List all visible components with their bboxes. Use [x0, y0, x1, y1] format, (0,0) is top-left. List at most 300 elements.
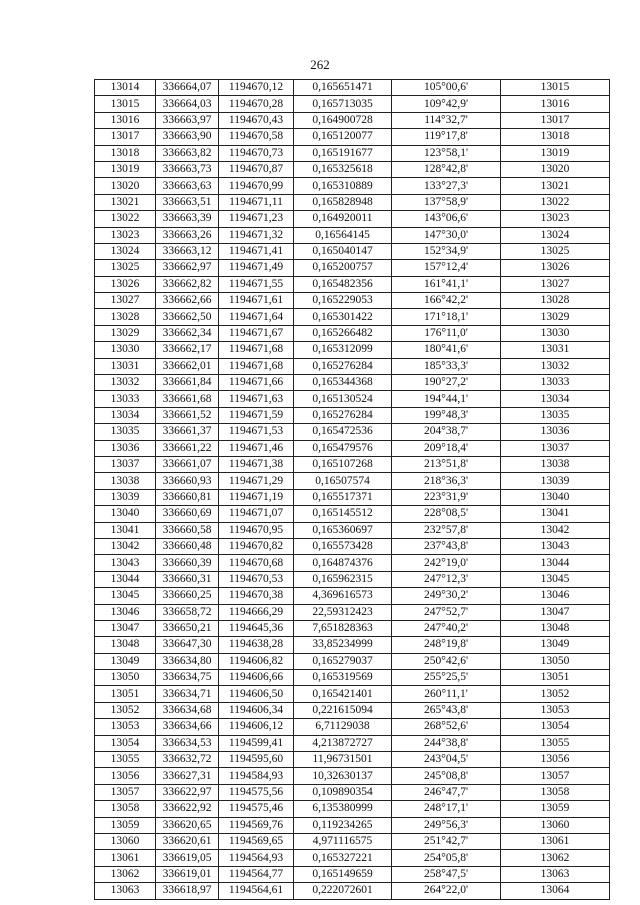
y-coordinate-cell: 1194670,87: [219, 161, 294, 177]
distance-cell: 0,165276284: [294, 407, 392, 423]
bearing-cell: 157°12,4': [392, 260, 501, 276]
table-row: [95, 752, 610, 768]
bearing-cell: 137°58,9': [392, 194, 501, 210]
y-coordinate-cell: 1194671,32: [219, 227, 294, 243]
table-row: [95, 342, 610, 358]
x-coordinate-cell: 336627,31: [156, 768, 219, 784]
next-point-cell: 13025: [501, 243, 610, 259]
y-coordinate-cell: 1194606,34: [219, 702, 294, 718]
distance-cell: 0,165145512: [294, 506, 392, 522]
bearing-cell: 255°25,5': [392, 670, 501, 686]
x-coordinate-cell: 336662,34: [156, 325, 219, 341]
next-point-cell: 13050: [501, 653, 610, 669]
x-coordinate-cell: 336660,81: [156, 489, 219, 505]
y-coordinate-cell: 1194569,76: [219, 817, 294, 833]
x-coordinate-cell: 336634,66: [156, 719, 219, 735]
y-coordinate-cell: 1194670,82: [219, 538, 294, 554]
distance-cell: 0,165191677: [294, 145, 392, 161]
y-coordinate-cell: 1194606,66: [219, 670, 294, 686]
point-number-cell: 13034: [95, 407, 156, 423]
bearing-cell: 185°33,3': [392, 358, 501, 374]
table-row: [95, 178, 610, 194]
x-coordinate-cell: 336634,80: [156, 653, 219, 669]
bearing-cell: 128°42,8': [392, 161, 501, 177]
table-row: [95, 866, 610, 882]
table-row: [95, 227, 610, 243]
y-coordinate-cell: 1194595,60: [219, 752, 294, 768]
next-point-cell: 13028: [501, 293, 610, 309]
distance-cell: 0,165149659: [294, 866, 392, 882]
distance-cell: 11,96731501: [294, 752, 392, 768]
next-point-cell: 13034: [501, 391, 610, 407]
y-coordinate-cell: 1194670,73: [219, 145, 294, 161]
table-row: [95, 456, 610, 472]
next-point-cell: 13052: [501, 686, 610, 702]
table-row: [95, 211, 610, 227]
table-row: [95, 161, 610, 177]
x-coordinate-cell: 336662,66: [156, 293, 219, 309]
point-number-cell: 13053: [95, 719, 156, 735]
point-number-cell: 13063: [95, 883, 156, 899]
bearing-cell: 264°22,0': [392, 883, 501, 899]
next-point-cell: 13035: [501, 407, 610, 423]
bearing-cell: 246°47,7': [392, 784, 501, 800]
x-coordinate-cell: 336661,22: [156, 440, 219, 456]
distance-cell: 0,222072601: [294, 883, 392, 899]
point-number-cell: 13032: [95, 375, 156, 391]
x-coordinate-cell: 336622,97: [156, 784, 219, 800]
y-coordinate-cell: 1194584,93: [219, 768, 294, 784]
bearing-cell: 242°19,0': [392, 555, 501, 571]
next-point-cell: 13061: [501, 833, 610, 849]
x-coordinate-cell: 336622,92: [156, 801, 219, 817]
table-row: [95, 293, 610, 309]
next-point-cell: 13024: [501, 227, 610, 243]
point-number-cell: 13018: [95, 145, 156, 161]
bearing-cell: 249°30,2': [392, 588, 501, 604]
table-row: [95, 538, 610, 554]
next-point-cell: 13039: [501, 473, 610, 489]
y-coordinate-cell: 1194671,63: [219, 391, 294, 407]
y-coordinate-cell: 1194670,12: [219, 80, 294, 96]
point-number-cell: 13026: [95, 276, 156, 292]
bearing-cell: 244°38,8': [392, 735, 501, 751]
point-number-cell: 13044: [95, 571, 156, 587]
y-coordinate-cell: 1194671,64: [219, 309, 294, 325]
x-coordinate-cell: 336619,01: [156, 866, 219, 882]
x-coordinate-cell: 336662,17: [156, 342, 219, 358]
point-number-cell: 13016: [95, 112, 156, 128]
bearing-cell: 105°00,6': [392, 80, 501, 96]
bearing-cell: 260°11,1': [392, 686, 501, 702]
bearing-cell: 123°58,1': [392, 145, 501, 161]
distance-cell: 0,165120077: [294, 129, 392, 145]
next-point-cell: 13042: [501, 522, 610, 538]
y-coordinate-cell: 1194575,46: [219, 801, 294, 817]
distance-cell: 0,165517371: [294, 489, 392, 505]
y-coordinate-cell: 1194671,29: [219, 473, 294, 489]
x-coordinate-cell: 336662,50: [156, 309, 219, 325]
point-number-cell: 13048: [95, 637, 156, 653]
next-point-cell: 13019: [501, 145, 610, 161]
next-point-cell: 13018: [501, 129, 610, 145]
distance-cell: 0,165040147: [294, 243, 392, 259]
next-point-cell: 13043: [501, 538, 610, 554]
next-point-cell: 13032: [501, 358, 610, 374]
bearing-cell: 190°27,2': [392, 375, 501, 391]
y-coordinate-cell: 1194670,28: [219, 96, 294, 112]
distance-cell: 4,369616573: [294, 588, 392, 604]
coordinates-table-body: [95, 80, 610, 900]
bearing-cell: 237°43,8': [392, 538, 501, 554]
table-row: [95, 243, 610, 259]
next-point-cell: 13046: [501, 588, 610, 604]
point-number-cell: 13041: [95, 522, 156, 538]
x-coordinate-cell: 336663,39: [156, 211, 219, 227]
next-point-cell: 13021: [501, 178, 610, 194]
point-number-cell: 13056: [95, 768, 156, 784]
x-coordinate-cell: 336620,61: [156, 833, 219, 849]
table-row: [95, 768, 610, 784]
table-row: [95, 522, 610, 538]
y-coordinate-cell: 1194645,36: [219, 620, 294, 636]
x-coordinate-cell: 336661,68: [156, 391, 219, 407]
next-point-cell: 13056: [501, 752, 610, 768]
point-number-cell: 13031: [95, 358, 156, 374]
bearing-cell: 243°04,5': [392, 752, 501, 768]
next-point-cell: 13041: [501, 506, 610, 522]
y-coordinate-cell: 1194670,58: [219, 129, 294, 145]
distance-cell: 6,71129038: [294, 719, 392, 735]
point-number-cell: 13029: [95, 325, 156, 341]
next-point-cell: 13026: [501, 260, 610, 276]
page-number: 262: [310, 57, 330, 72]
y-coordinate-cell: 1194671,46: [219, 440, 294, 456]
next-point-cell: 13059: [501, 801, 610, 817]
distance-cell: 0,221615094: [294, 702, 392, 718]
table-row: [95, 702, 610, 718]
point-number-cell: 13050: [95, 670, 156, 686]
x-coordinate-cell: 336634,68: [156, 702, 219, 718]
x-coordinate-cell: 336663,97: [156, 112, 219, 128]
next-point-cell: 13040: [501, 489, 610, 505]
y-coordinate-cell: 1194606,12: [219, 719, 294, 735]
next-point-cell: 13016: [501, 96, 610, 112]
distance-cell: 7,651828363: [294, 620, 392, 636]
next-point-cell: 13023: [501, 211, 610, 227]
x-coordinate-cell: 336660,39: [156, 555, 219, 571]
point-number-cell: 13043: [95, 555, 156, 571]
next-point-cell: 13017: [501, 112, 610, 128]
next-point-cell: 13058: [501, 784, 610, 800]
x-coordinate-cell: 336619,05: [156, 850, 219, 866]
point-number-cell: 13051: [95, 686, 156, 702]
bearing-cell: 218°36,3': [392, 473, 501, 489]
next-point-cell: 13037: [501, 440, 610, 456]
point-number-cell: 13060: [95, 833, 156, 849]
table-row: [95, 588, 610, 604]
point-number-cell: 13017: [95, 129, 156, 145]
bearing-cell: 248°19,8': [392, 637, 501, 653]
y-coordinate-cell: 1194671,23: [219, 211, 294, 227]
point-number-cell: 13021: [95, 194, 156, 210]
y-coordinate-cell: 1194670,68: [219, 555, 294, 571]
x-coordinate-cell: 336634,71: [156, 686, 219, 702]
distance-cell: 0,165479576: [294, 440, 392, 456]
x-coordinate-cell: 336662,97: [156, 260, 219, 276]
distance-cell: 0,165421401: [294, 686, 392, 702]
distance-cell: 0,164920011: [294, 211, 392, 227]
y-coordinate-cell: 1194671,66: [219, 375, 294, 391]
bearing-cell: 258°47,5': [392, 866, 501, 882]
bearing-cell: 223°31,9': [392, 489, 501, 505]
table-row: [95, 440, 610, 456]
point-number-cell: 13024: [95, 243, 156, 259]
distance-cell: 0,165573428: [294, 538, 392, 554]
distance-cell: 0,165130524: [294, 391, 392, 407]
y-coordinate-cell: 1194671,11: [219, 194, 294, 210]
table-row: [95, 555, 610, 571]
bearing-cell: 109°42,9': [392, 96, 501, 112]
x-coordinate-cell: 336662,01: [156, 358, 219, 374]
y-coordinate-cell: 1194569,65: [219, 833, 294, 849]
table-row: [95, 424, 610, 440]
point-number-cell: 13033: [95, 391, 156, 407]
point-number-cell: 13055: [95, 752, 156, 768]
table-row: [95, 309, 610, 325]
distance-cell: 0,119234265: [294, 817, 392, 833]
y-coordinate-cell: 1194670,95: [219, 522, 294, 538]
point-number-cell: 13020: [95, 178, 156, 194]
bearing-cell: 250°42,6': [392, 653, 501, 669]
table-row: [95, 833, 610, 849]
next-point-cell: 13053: [501, 702, 610, 718]
y-coordinate-cell: 1194606,50: [219, 686, 294, 702]
point-number-cell: 13019: [95, 161, 156, 177]
next-point-cell: 13064: [501, 883, 610, 899]
table-row: [95, 194, 610, 210]
distance-cell: 4,971116575: [294, 833, 392, 849]
point-number-cell: 13040: [95, 506, 156, 522]
next-point-cell: 13031: [501, 342, 610, 358]
y-coordinate-cell: 1194671,59: [219, 407, 294, 423]
next-point-cell: 13027: [501, 276, 610, 292]
table-row: [95, 850, 610, 866]
y-coordinate-cell: 1194606,82: [219, 653, 294, 669]
distance-cell: 0,165962315: [294, 571, 392, 587]
table-row: [95, 620, 610, 636]
bearing-cell: 176°11,0': [392, 325, 501, 341]
distance-cell: 0,165310889: [294, 178, 392, 194]
table-row: [95, 883, 610, 899]
distance-cell: 0,16564145: [294, 227, 392, 243]
x-coordinate-cell: 336618,97: [156, 883, 219, 899]
y-coordinate-cell: 1194575,56: [219, 784, 294, 800]
x-coordinate-cell: 336660,93: [156, 473, 219, 489]
bearing-cell: 180°41,6': [392, 342, 501, 358]
x-coordinate-cell: 336663,51: [156, 194, 219, 210]
bearing-cell: 171°18,1': [392, 309, 501, 325]
point-number-cell: 13038: [95, 473, 156, 489]
bearing-cell: 245°08,8': [392, 768, 501, 784]
distance-cell: 6,135380999: [294, 801, 392, 817]
y-coordinate-cell: 1194670,43: [219, 112, 294, 128]
table-row: [95, 719, 610, 735]
point-number-cell: 13046: [95, 604, 156, 620]
x-coordinate-cell: 336660,58: [156, 522, 219, 538]
y-coordinate-cell: 1194671,49: [219, 260, 294, 276]
bearing-cell: 248°17,1': [392, 801, 501, 817]
x-coordinate-cell: 336634,53: [156, 735, 219, 751]
distance-cell: 0,165713035: [294, 96, 392, 112]
table-row: [95, 325, 610, 341]
y-coordinate-cell: 1194671,68: [219, 342, 294, 358]
y-coordinate-cell: 1194671,67: [219, 325, 294, 341]
distance-cell: 0,165301422: [294, 309, 392, 325]
point-number-cell: 13036: [95, 440, 156, 456]
point-number-cell: 13042: [95, 538, 156, 554]
next-point-cell: 13048: [501, 620, 610, 636]
x-coordinate-cell: 336663,63: [156, 178, 219, 194]
table-row: [95, 260, 610, 276]
y-coordinate-cell: 1194564,61: [219, 883, 294, 899]
x-coordinate-cell: 336647,30: [156, 637, 219, 653]
distance-cell: 0,165360697: [294, 522, 392, 538]
y-coordinate-cell: 1194671,68: [219, 358, 294, 374]
next-point-cell: 13029: [501, 309, 610, 325]
x-coordinate-cell: 336660,48: [156, 538, 219, 554]
y-coordinate-cell: 1194670,38: [219, 588, 294, 604]
next-point-cell: 13033: [501, 375, 610, 391]
table-row: [95, 817, 610, 833]
bearing-cell: 228°08,5': [392, 506, 501, 522]
bearing-cell: 114°32,7': [392, 112, 501, 128]
y-coordinate-cell: 1194671,19: [219, 489, 294, 505]
distance-cell: 33,85234999: [294, 637, 392, 653]
distance-cell: 0,165276284: [294, 358, 392, 374]
distance-cell: 0,165651471: [294, 80, 392, 96]
bearing-cell: 133°27,3': [392, 178, 501, 194]
x-coordinate-cell: 336663,73: [156, 161, 219, 177]
bearing-cell: 119°17,8': [392, 129, 501, 145]
x-coordinate-cell: 336658,72: [156, 604, 219, 620]
y-coordinate-cell: 1194564,77: [219, 866, 294, 882]
next-point-cell: 13063: [501, 866, 610, 882]
distance-cell: 0,165279037: [294, 653, 392, 669]
bearing-cell: 152°34,9': [392, 243, 501, 259]
table-row: [95, 604, 610, 620]
table-row: [95, 358, 610, 374]
table-row: [95, 112, 610, 128]
table-row: [95, 375, 610, 391]
table-row: [95, 784, 610, 800]
x-coordinate-cell: 336660,25: [156, 588, 219, 604]
point-number-cell: 13022: [95, 211, 156, 227]
point-number-cell: 13045: [95, 588, 156, 604]
y-coordinate-cell: 1194671,61: [219, 293, 294, 309]
point-number-cell: 13057: [95, 784, 156, 800]
bearing-cell: 247°52,7': [392, 604, 501, 620]
y-coordinate-cell: 1194599,41: [219, 735, 294, 751]
point-number-cell: 13054: [95, 735, 156, 751]
x-coordinate-cell: 336632,72: [156, 752, 219, 768]
point-number-cell: 13058: [95, 801, 156, 817]
table-row: [95, 129, 610, 145]
distance-cell: 0,109890354: [294, 784, 392, 800]
point-number-cell: 13059: [95, 817, 156, 833]
distance-cell: 0,165107268: [294, 456, 392, 472]
bearing-cell: 247°40,2': [392, 620, 501, 636]
point-number-cell: 13037: [95, 456, 156, 472]
table-row: [95, 276, 610, 292]
coordinates-table: [94, 79, 610, 900]
distance-cell: 0,165200757: [294, 260, 392, 276]
distance-cell: 0,165312099: [294, 342, 392, 358]
point-number-cell: 13014: [95, 80, 156, 96]
point-number-cell: 13015: [95, 96, 156, 112]
x-coordinate-cell: 336661,84: [156, 375, 219, 391]
table-row: [95, 686, 610, 702]
table-row: [95, 801, 610, 817]
table-row: [95, 473, 610, 489]
x-coordinate-cell: 336662,82: [156, 276, 219, 292]
table-row: [95, 571, 610, 587]
x-coordinate-cell: 336663,26: [156, 227, 219, 243]
point-number-cell: 13062: [95, 866, 156, 882]
y-coordinate-cell: 1194671,53: [219, 424, 294, 440]
next-point-cell: 13047: [501, 604, 610, 620]
distance-cell: 0,165266482: [294, 325, 392, 341]
next-point-cell: 13038: [501, 456, 610, 472]
x-coordinate-cell: 336620,65: [156, 817, 219, 833]
table-row: [95, 489, 610, 505]
y-coordinate-cell: 1194671,55: [219, 276, 294, 292]
distance-cell: 0,165344368: [294, 375, 392, 391]
point-number-cell: 13027: [95, 293, 156, 309]
bearing-cell: 247°12,3': [392, 571, 501, 587]
point-number-cell: 13061: [95, 850, 156, 866]
y-coordinate-cell: 1194671,38: [219, 456, 294, 472]
bearing-cell: 143°06,6': [392, 211, 501, 227]
table-row: [95, 653, 610, 669]
point-number-cell: 13052: [95, 702, 156, 718]
x-coordinate-cell: 336650,21: [156, 620, 219, 636]
point-number-cell: 13039: [95, 489, 156, 505]
distance-cell: 4,213872727: [294, 735, 392, 751]
x-coordinate-cell: 336661,37: [156, 424, 219, 440]
bearing-cell: 251°42,7': [392, 833, 501, 849]
table-row: [95, 670, 610, 686]
point-number-cell: 13049: [95, 653, 156, 669]
distance-cell: 0,165472536: [294, 424, 392, 440]
y-coordinate-cell: 1194564,93: [219, 850, 294, 866]
next-point-cell: 13054: [501, 719, 610, 735]
distance-cell: 0,165482356: [294, 276, 392, 292]
next-point-cell: 13044: [501, 555, 610, 571]
bearing-cell: 254°05,8': [392, 850, 501, 866]
point-number-cell: 13047: [95, 620, 156, 636]
bearing-cell: 147°30,0': [392, 227, 501, 243]
y-coordinate-cell: 1194670,99: [219, 178, 294, 194]
bearing-cell: 268°52,6': [392, 719, 501, 735]
distance-cell: 0,165325618: [294, 161, 392, 177]
table-row: [95, 96, 610, 112]
x-coordinate-cell: 336660,31: [156, 571, 219, 587]
table-row: [95, 391, 610, 407]
distance-cell: 0,164900728: [294, 112, 392, 128]
distance-cell: 0,164874376: [294, 555, 392, 571]
x-coordinate-cell: 336664,07: [156, 80, 219, 96]
